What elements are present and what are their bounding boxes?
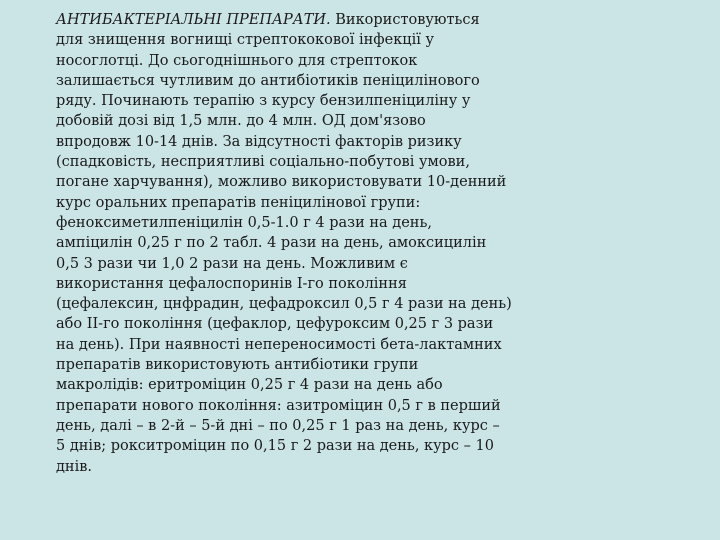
text-line-1-rest: Використовуються — [330, 12, 480, 28]
text-line: 5 днів; рокситроміцин по 0,15 г 2 рази на день, курс – 10 — [56, 438, 494, 455]
text-line: носоглотці. До сьогоднішнього для стрептокок — [56, 52, 418, 69]
text-line: впродовж 10-14 днів. За відсутності факторів ризику — [56, 133, 462, 150]
text-line: макролідів: еритроміцин 0,25 г 4 рази на день або — [56, 377, 443, 394]
text-line: добовій дозі від 1,5 млн. до 4 млн. ОД дом'язово — [56, 113, 426, 130]
text-line: препаратів використовують антибіотики групи — [56, 357, 419, 374]
text-line: (спадковість, несприятливі соціально-побутові умови, — [56, 154, 470, 171]
text-line: днів. — [56, 458, 93, 475]
section-heading: АНТИБАКТЕРІАЛЬНІ ПРЕПАРАТИ. — [56, 12, 331, 28]
text-line: залишається чутливим до антибіотиків пеніцилінового — [56, 72, 480, 89]
text-line: курс оральних препаратів пеніцилінової групи: — [56, 194, 421, 211]
text-line: 0,5 3 рази чи 1,0 2 рази на день. Можливим є — [56, 255, 408, 272]
text-line: використання цефалоспоринів І-го покоління — [56, 275, 407, 292]
text-line: для знищення вогнищі стрептококової інфекції у — [56, 32, 435, 49]
text-line: погане харчування), можливо використовувати 10-денний — [56, 174, 507, 191]
text-line: на день). При наявності непереносимості бета-лактамних — [56, 336, 502, 353]
text-line: день, далі – в 2-й – 5-й дні – по 0,25 г 1 раз на день, курс – — [56, 417, 500, 434]
text-line: ряду. Починають терапію з курсу бензилпеніциліну у — [56, 93, 471, 110]
text-line: ампіцилін 0,25 г по 2 табл. 4 рази на день, амоксицилін — [56, 235, 487, 252]
text-line: (цефалексин, цнфрадин, цефадроксил 0,5 г 4 рази на день) — [56, 296, 512, 313]
text-line: феноксиметилпеніцилін 0,5-1.0 г 4 рази на день, — [56, 214, 432, 231]
slide-text-block — [56, 10, 516, 477]
text-line: або ІІ-го покоління (цефаклор, цефуроксим 0,25 г 3 рази — [56, 316, 494, 333]
text-line-1 — [56, 10, 516, 30]
text-line: препарати нового покоління: азитроміцин 0,5 г в перший — [56, 397, 501, 414]
